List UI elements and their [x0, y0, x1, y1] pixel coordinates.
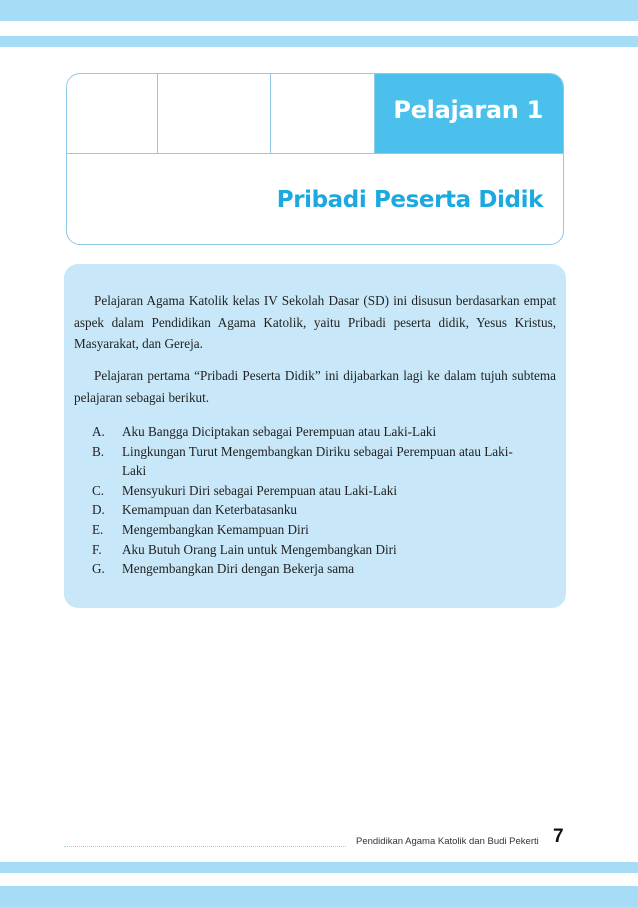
chapter-title: Pribadi Peserta Didik — [276, 187, 543, 213]
header-band — [67, 74, 563, 154]
top-stripe-wide — [0, 0, 638, 21]
intro-paragraph-2: Pelajaran pertama “Pribadi Peserta Didik” ini dijabarkan lagi ke dalam tujuh subtema pelajaran sebagai berikut. — [74, 368, 556, 405]
list-item-text: Mengembangkan Kemampuan Diri — [122, 521, 309, 537]
list-item — [92, 422, 532, 442]
list-item-letter: E. — [92, 521, 104, 537]
lesson-label-cell — [375, 74, 563, 153]
list-item — [92, 559, 532, 579]
page-number: 7 — [553, 826, 564, 847]
footer-book-title: Pendidikan Agama Katolik dan Budi Pekerti — [356, 836, 539, 847]
list-item — [92, 540, 532, 560]
bottom-stripe-narrow — [0, 862, 638, 873]
lesson-label: Pelajaran 1 — [393, 96, 543, 124]
intro-box — [64, 264, 566, 608]
footer-divider — [64, 846, 346, 847]
list-item-text: Mengembangkan Diri dengan Bekerja sama — [122, 561, 355, 577]
list-item — [92, 481, 532, 501]
header-cell-3 — [271, 74, 375, 153]
bottom-stripe-wide — [0, 886, 638, 907]
list-item-letter: F. — [92, 541, 102, 557]
header-cell-2 — [158, 74, 271, 153]
list-item-letter: D. — [92, 502, 105, 518]
subtopic-list — [92, 422, 532, 579]
list-item-text: Lingkungan Turut Mengembangkan Diriku sebagai Perempuan atau Laki-Laki — [122, 443, 513, 479]
header-cell-1 — [67, 74, 158, 153]
list-item-text: Aku Butuh Orang Lain untuk Mengembangkan Diri — [122, 541, 397, 557]
list-item-text: Mensyukuri Diri sebagai Perempuan atau Laki-Laki — [122, 482, 398, 498]
list-item-letter: B. — [92, 443, 105, 459]
list-item-letter: C. — [92, 482, 105, 498]
intro-paragraph-1: Pelajaran Agama Katolik kelas IV Sekolah Dasar (SD) ini disusun berdasarkan empat aspek dalam Pendidikan Agama Katolik, yaitu Pribadi peserta didik, Yesus Kristus, Masyarakat, dan Gereja. — [74, 293, 556, 351]
list-item-text: Aku Bangga Diciptakan sebagai Perempuan atau Laki-Laki — [122, 424, 437, 439]
list-item-text: Kemampuan dan Keterbatasanku — [122, 502, 298, 518]
lesson-header-box — [66, 73, 564, 245]
list-item — [92, 442, 532, 481]
list-item — [92, 500, 532, 520]
list-item — [92, 520, 532, 540]
top-stripe-narrow — [0, 36, 638, 47]
list-item-letter: A. — [92, 424, 105, 439]
list-item-letter: G. — [92, 561, 105, 577]
